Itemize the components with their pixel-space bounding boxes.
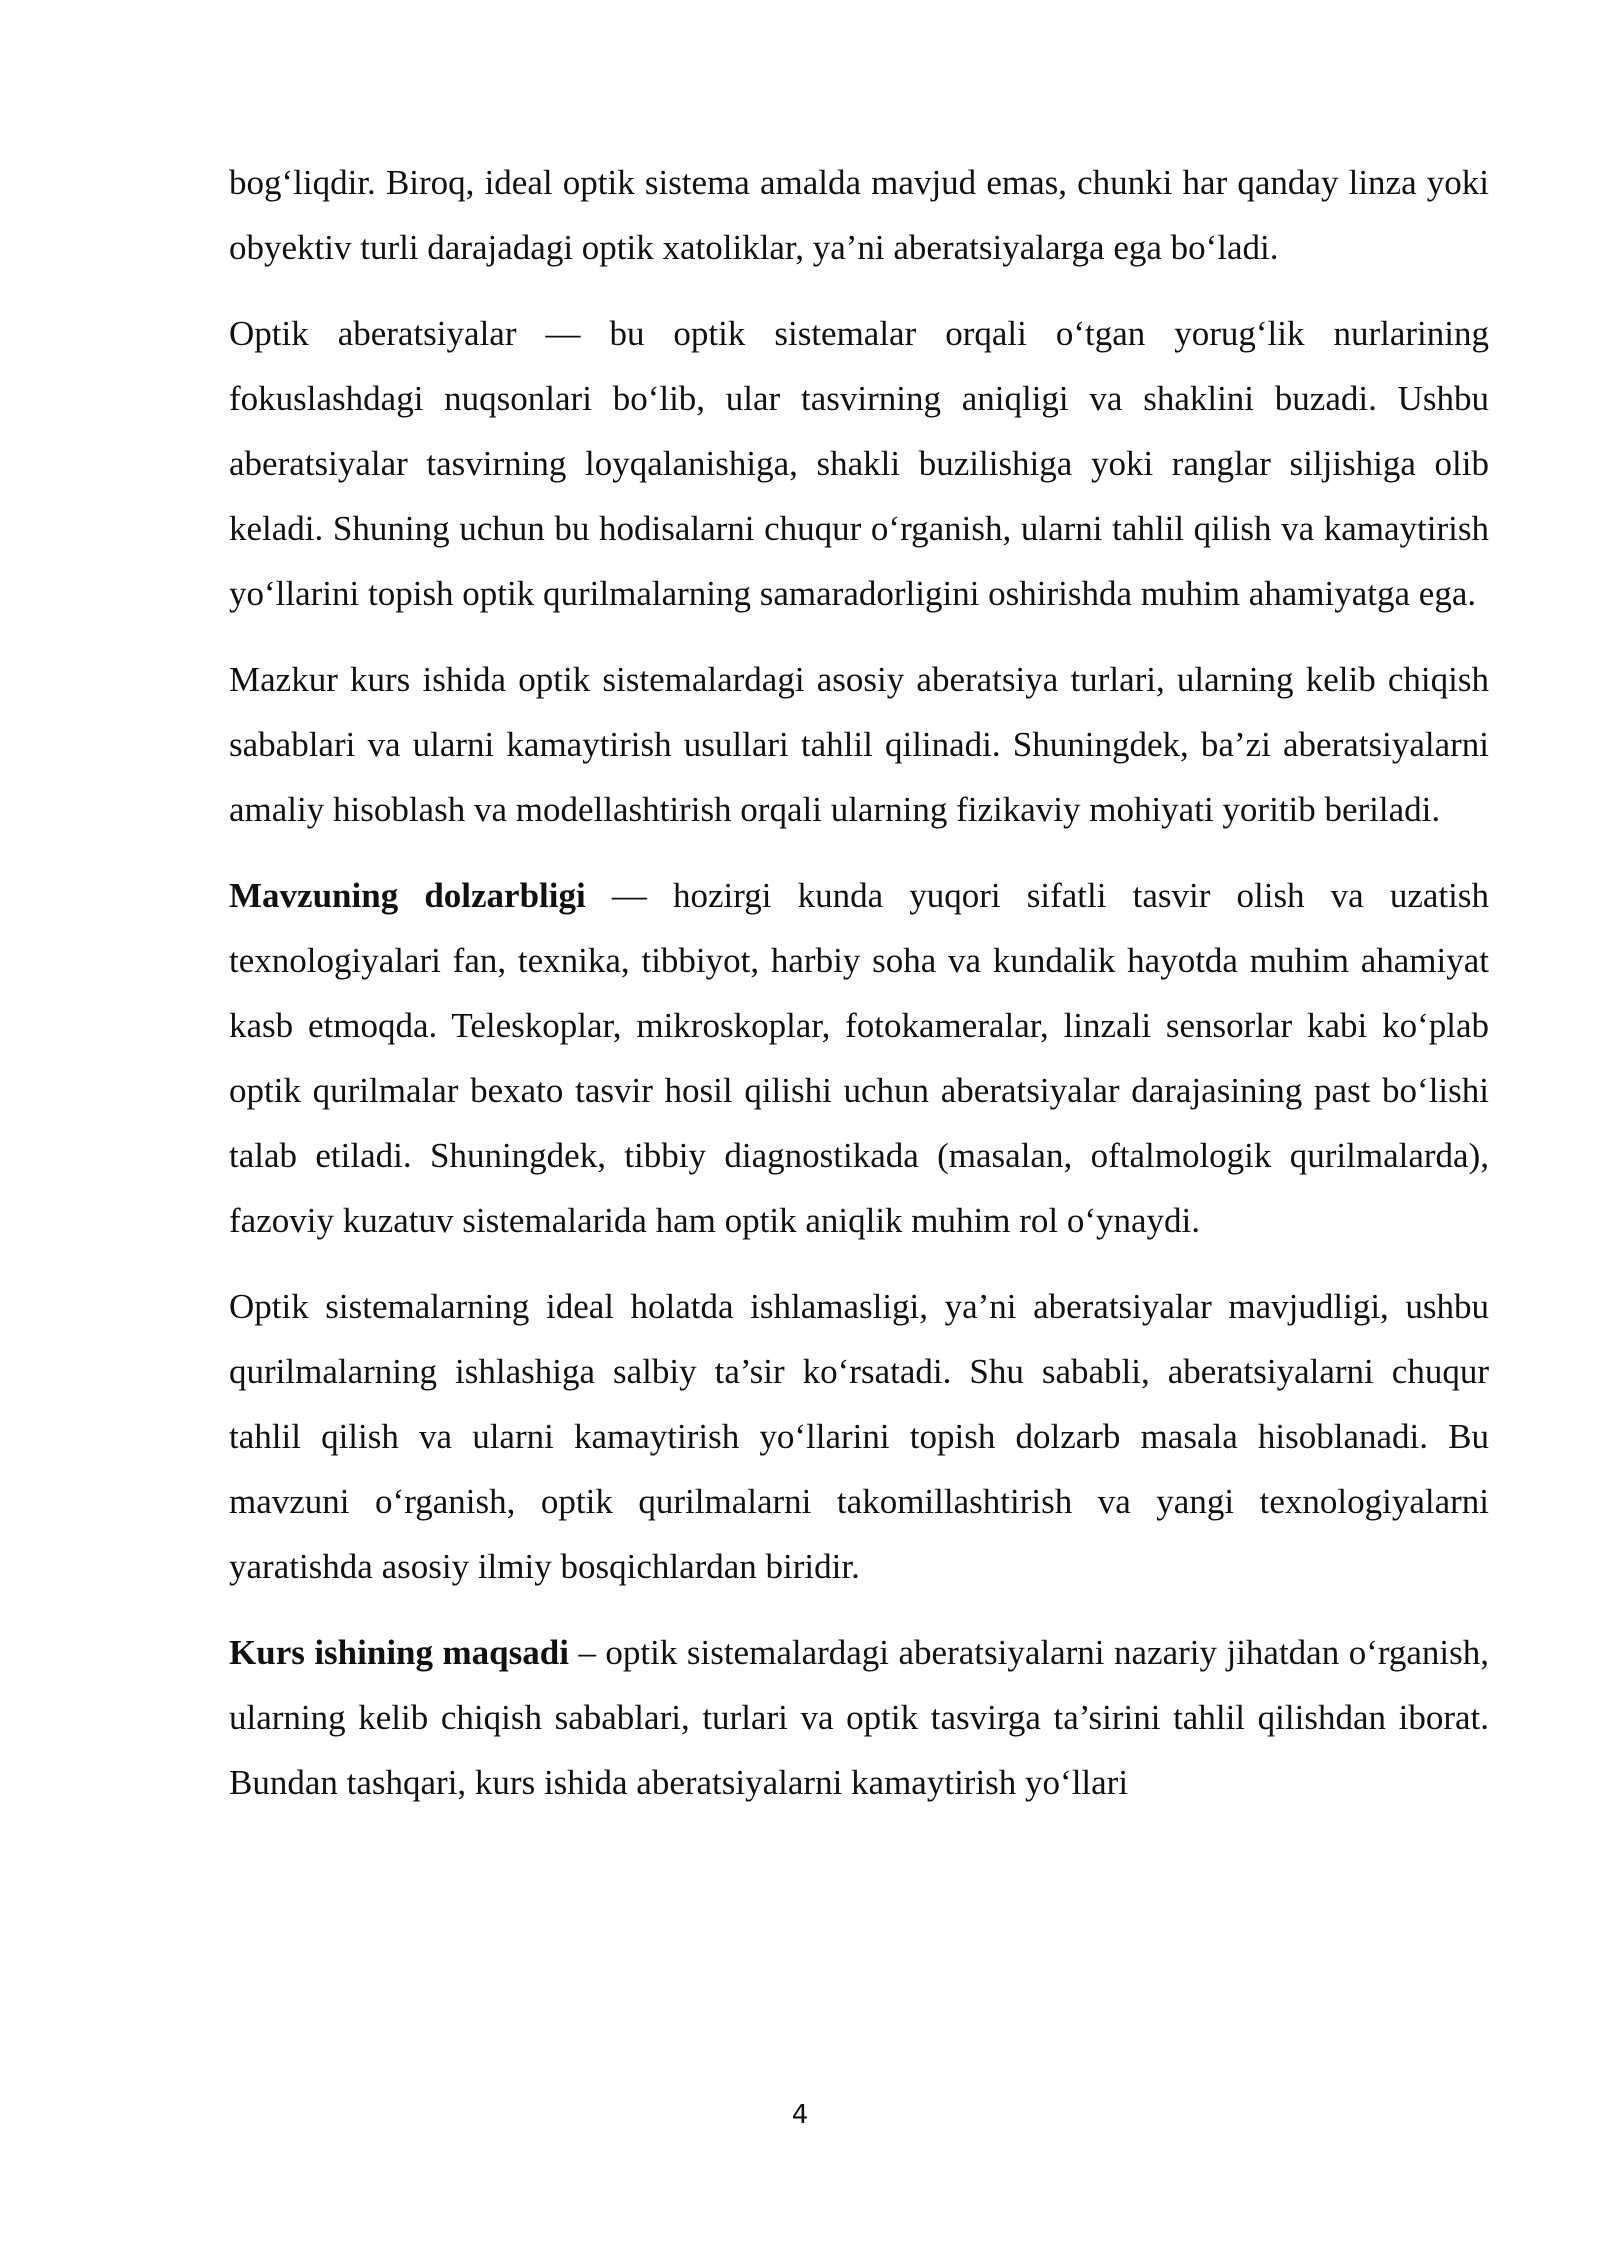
paragraph-3 xyxy=(229,647,1489,842)
paragraph-5-text: Optik sistemalarning ideal holatda ishlamasligi, ya’ni aberatsiyalar mavjudligi, ushbu qurilmalarning ishlashiga salbiy ta’sir ko‘rsatadi. Shu sababli, aberatsiyalarni chuqur tahlil qilish va ularni kamaytirish yo‘llarini topish dolzarb masala hisoblanadi. Bu mavzuni o‘rganish, optik qurilmalarni takomillashtirish va yangi texnologiyalarni yaratishda asosiy ilmiy bosqichlardan biridir. xyxy=(229,1287,1489,1586)
goal-heading: Kurs ishining maqsadi xyxy=(229,1633,569,1672)
paragraph-2 xyxy=(229,301,1489,626)
document-page xyxy=(229,150,1489,1836)
page-number: 4 xyxy=(791,2100,809,2130)
paragraph-relevance xyxy=(229,863,1489,1253)
paragraph-goal xyxy=(229,1620,1489,1815)
goal-text: – optik sistemalardagi aberatsiyalarni nazariy jihatdan o‘rganish, ularning kelib chiqish sabablari, turlari va optik tasvirga ta’sirini tahlil qilishdan iborat. Bundan tashqari, kurs ishida aberatsiyalarni kamaytirish yo‘llari xyxy=(229,1633,1490,1802)
relevance-heading: Mavzuning dolzarbligi xyxy=(229,876,586,915)
paragraph-2-text: Optik aberatsiyalar — bu optik sistemalar orqali o‘tgan yorug‘lik nurlarining fokuslashdagi nuqsonlari bo‘lib, ular tasvirning aniqligi va shaklini buzadi. Ushbu aberatsiyalar tasvirning loyqalanishiga, shakli buzilishiga yoki ranglar siljishiga olib keladi. Shuning uchun bu hodisalarni chuqur o‘rganish, ularni tahlil qilish va kamaytirish yo‘llarini topish optik qurilmalarning samaradorligini oshirishda muhim ahamiyatga ega. xyxy=(229,314,1489,613)
paragraph-3-text: Mazkur kurs ishida optik sistemalardagi asosiy aberatsiya turlari, ularning kelib chiqish sabablari va ularni kamaytirish usullari tahlil qilinadi. Shuningdek, ba’zi aberatsiyalarni amaliy hisoblash va modellashtirish orqali ularning fizikaviy mohiyati yoritib beriladi. xyxy=(229,660,1489,829)
paragraph-1-text: bog‘liqdir. Biroq, ideal optik sistema amalda mavjud emas, chunki har qanday linza yoki obyektiv turli darajadagi optik xatoliklar, ya’ni aberatsiyalarga ega bo‘ladi. xyxy=(229,163,1489,267)
paragraph-5 xyxy=(229,1274,1489,1599)
paragraph-1 xyxy=(229,150,1489,280)
relevance-text: — hozirgi kunda yuqori sifatli tasvir olish va uzatish texnologiyalari fan, texnika, tibbiyot, harbiy soha va kundalik hayotda muhim ahamiyat kasb etmoqda. Teleskoplar, mikroskoplar, fotokameralar, linzali sensorlar kabi ko‘plab optik qurilmalar bexato tasvir hosil qilishi uchun aberatsiyalar darajasining past bo‘lishi talab etiladi. Shuningdek, tibbiy diagnostikada (masalan, oftalmologik qurilmalarda), fazoviy kuzatuv sistemalarida ham optik aniqlik muhim rol o‘ynaydi. xyxy=(229,876,1489,1240)
